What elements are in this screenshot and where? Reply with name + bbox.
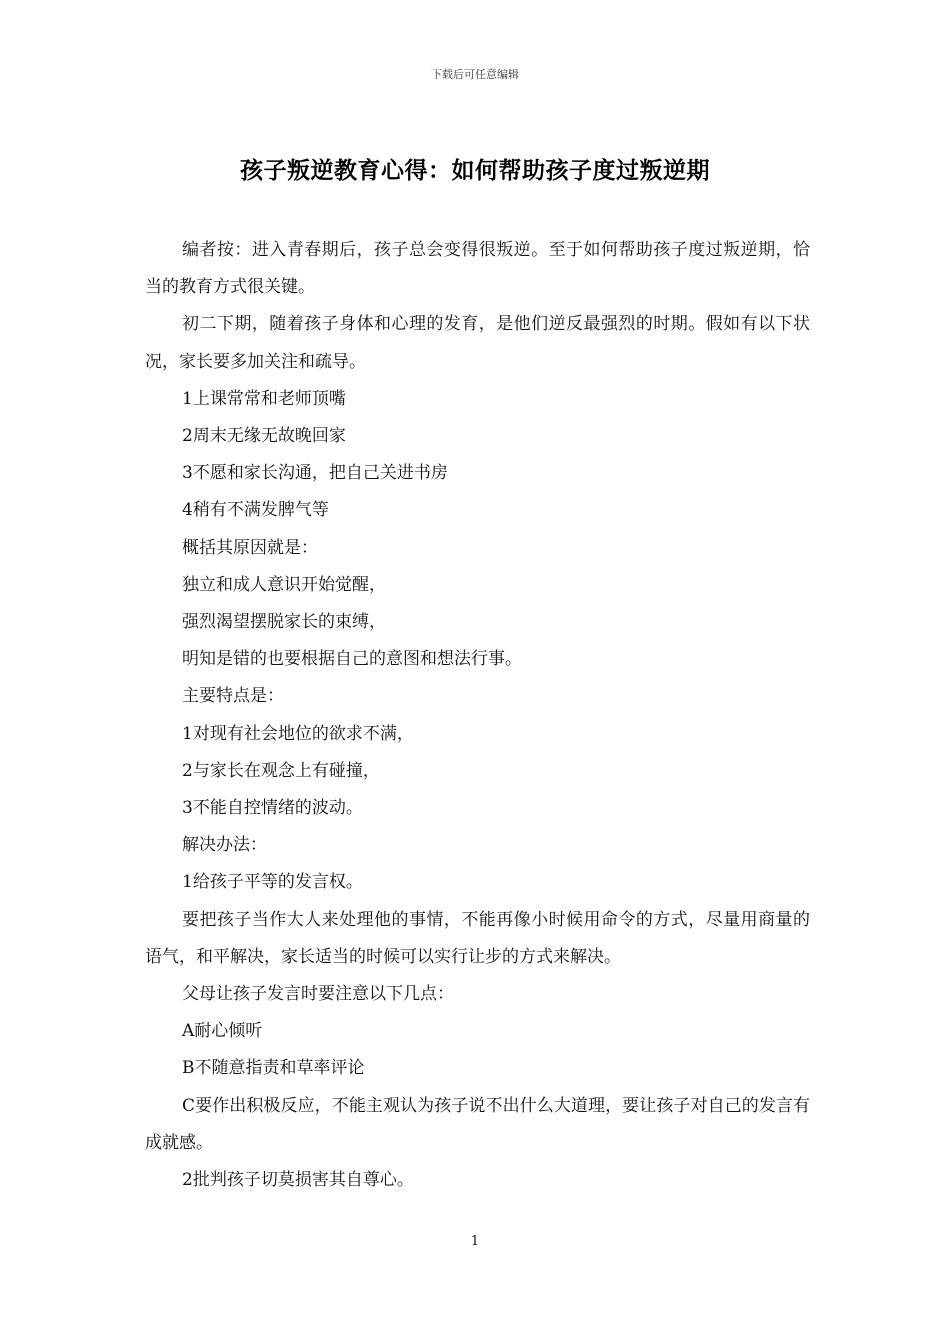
paragraph: 父母让孩子发言时要注意以下几点： [182,984,454,1005]
paragraph: 编者按：进入青春期后，孩子总会变得很叛逆。至于如何帮助孩子度过叛逆期，恰当的教育方式很关键。 [145,240,810,298]
paragraph: B不随意指责和草率评论 [182,1058,365,1079]
page-number: 1 [470,1234,480,1249]
header-note: 下载后可任意编辑 [431,68,519,81]
paragraph: 3不能自控情绪的波动。 [182,798,363,819]
paragraph: 1给孩子平等的发言权。 [182,872,363,893]
paragraph: 1上课常常和老师顶嘴 [182,388,346,409]
paragraph: 概括其原因就是： [182,537,318,558]
paragraph: 独立和成人意识开始觉醒， [182,574,386,595]
paragraph: C要作出积极反应，不能主观认为孩子说不出什么大道理，要让孩子对自己的发言有成就感。 [145,1095,810,1153]
paragraph: 解决办法： [182,835,267,856]
document-title: 孩子叛逆教育心得：如何帮助孩子度过叛逆期 [240,157,710,184]
paragraph: 主要特点是： [182,686,284,707]
paragraph: 4稍有不满发脾气等 [182,500,329,521]
paragraph: A耐心倾听 [182,1021,263,1042]
document-body [145,232,810,1199]
paragraph: 要把孩子当作大人来处理他的事情，不能再像小时候用命令的方式，尽量用商量的语气，和平解决，家长适当的时候可以实行让步的方式来解决。 [145,909,810,967]
paragraph: 1对现有社会地位的欲求不满， [182,723,414,744]
paragraph: 2与家长在观念上有碰撞， [182,760,380,781]
paragraph: 明知是错的也要根据自己的意图和想法行事。 [182,649,522,670]
paragraph: 2批判孩子切莫损害其自尊心。 [182,1170,414,1191]
paragraph: 初二下期，随着孩子身体和心理的发育，是他们逆反最强烈的时期。假如有以下状况，家长要多加关注和疏导。 [145,314,810,372]
paragraph: 3不愿和家长沟通，把自己关进书房 [182,463,448,484]
paragraph: 2周末无缘无故晚回家 [182,426,346,447]
paragraph: 强烈渴望摆脱家长的束缚， [182,612,386,633]
